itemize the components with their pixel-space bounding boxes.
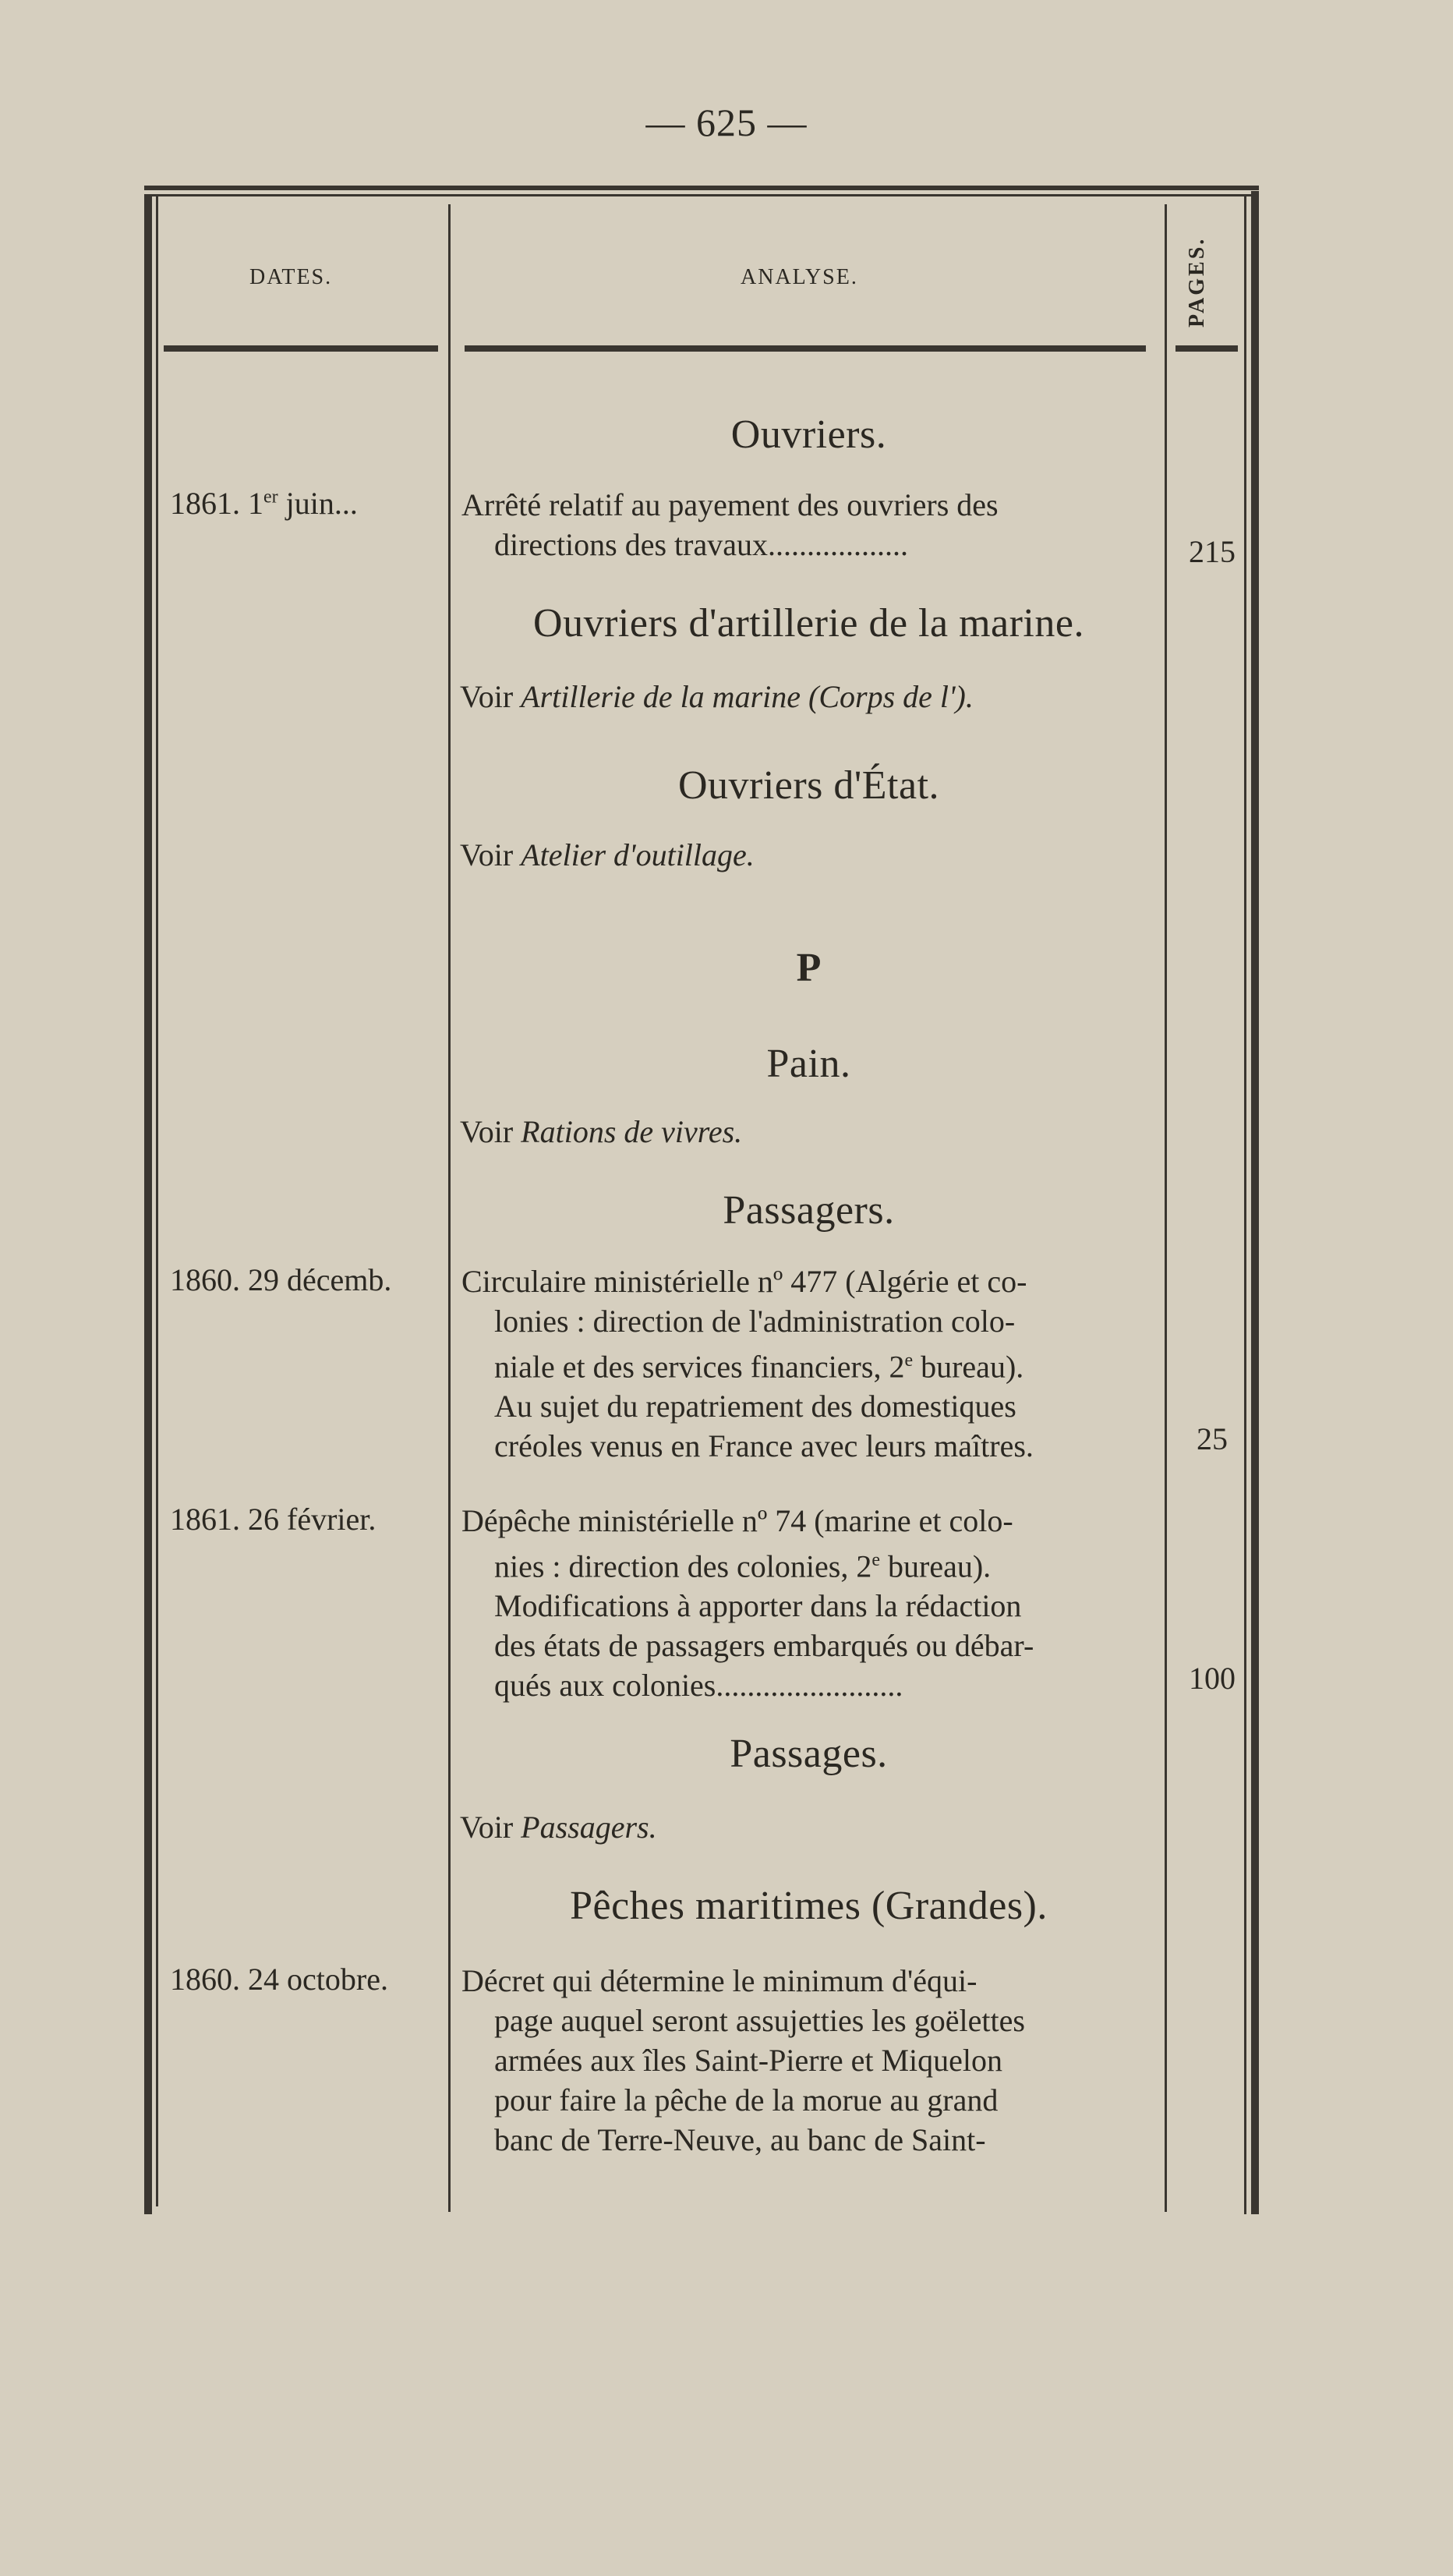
entry-page: 25: [1197, 1421, 1228, 1456]
section-title-passagers: Passagers.: [723, 1188, 895, 1233]
entry-line: banc de Terre-Neuve, au banc de Saint-: [494, 2122, 986, 2157]
see-also-ref: Passagers.: [521, 1810, 657, 1845]
entry-line: Circulaire ministérielle nº 477 (Algérie et co-: [461, 1264, 1027, 1299]
entry-line: Dépêche ministérielle nº 74 (marine et colo-: [461, 1503, 1013, 1538]
section-title-ouvriers-artillerie: Ouvriers d'artillerie de la marine.: [533, 601, 1084, 646]
header-rule-analyse: [465, 345, 1146, 352]
see-also: [460, 1113, 742, 1150]
section-title-peches-maritimes: Pêches maritimes (Grandes).: [570, 1884, 1048, 1928]
right-border-thin: [1244, 195, 1246, 2214]
see-also-prefix: Voir: [460, 1810, 514, 1845]
entry-line: directions des travaux..................: [494, 527, 908, 562]
section-title-ouvriers: Ouvriers.: [730, 412, 887, 457]
right-border-thick: [1251, 191, 1259, 2214]
entry-line: créoles venus en France avec leurs maîtres.: [494, 1428, 1034, 1464]
top-rule-thin: [144, 194, 1259, 196]
entry-date: 1861. 26 février.: [170, 1502, 377, 1537]
see-also-ref: Artillerie de la marine (Corps de l').: [521, 679, 974, 714]
entry-line: Décret qui détermine le minimum d'équi-: [461, 1963, 978, 1998]
header-pages: PAGES.: [1185, 236, 1209, 327]
left-border-thick: [144, 195, 152, 2214]
entry-analyse: [461, 1261, 1159, 1466]
see-also-prefix: Voir: [460, 679, 514, 714]
entry-line: pour faire la pêche de la morue au grand: [494, 2082, 999, 2118]
see-also-ref: Atelier d'outillage.: [521, 837, 755, 872]
see-also-prefix: Voir: [460, 1114, 514, 1149]
entry-date: 1861. 1er juin...: [170, 486, 358, 521]
header-rule-pages: [1175, 345, 1238, 352]
entry-analyse: [461, 485, 1159, 564]
entry-date: 1860. 29 décemb.: [170, 1262, 392, 1297]
entry-line: Arrêté relatif au payement des ouvriers des: [461, 487, 999, 522]
see-also-ref: Rations de vivres.: [521, 1114, 743, 1149]
section-title-passages: Passages.: [730, 1732, 888, 1776]
section-title-ouvriers-etat: Ouvriers d'État.: [677, 763, 940, 808]
entry-line: niale et des services financiers, 2e bureau).: [494, 1349, 1024, 1385]
left-border-thin: [156, 195, 158, 2206]
page-number: — 625 —: [645, 101, 808, 144]
entry-analyse: [461, 1961, 1159, 2160]
entry-page: 100: [1189, 1661, 1236, 1696]
header-analyse: ANALYSE.: [741, 265, 858, 289]
entry-line: Au sujet du repatriement des domestiques: [494, 1389, 1016, 1424]
section-title-pain: Pain.: [766, 1042, 851, 1086]
entry-analyse: [461, 1501, 1159, 1705]
entry-date: 1860. 24 octobre.: [170, 1962, 388, 1997]
entry-line: armées aux îles Saint-Pierre et Miquelon: [494, 2043, 1003, 2078]
entry-line: qués aux colonies........................: [494, 1668, 903, 1704]
see-also: [460, 1809, 657, 1845]
letter-heading-p: P: [796, 946, 822, 990]
see-also-prefix: Voir: [460, 837, 514, 872]
entry-line: des états de passagers embarqués ou débar-: [494, 1628, 1034, 1664]
header-dates: DATES.: [249, 265, 333, 289]
header-rule-dates: [164, 345, 438, 352]
see-also: [460, 678, 974, 715]
top-rule: [144, 186, 1259, 190]
entry-line: nies : direction des colonies, 2e bureau).: [494, 1548, 992, 1584]
entry-line: Modifications à apporter dans la rédaction: [494, 1588, 1022, 1624]
dates-column-divider: [448, 204, 451, 2212]
entry-page: 215: [1189, 534, 1236, 569]
entry-line: lonies : direction de l'administration colo-: [494, 1304, 1016, 1339]
see-also: [460, 837, 755, 873]
entry-line: page auquel seront assujetties les goëlettes: [494, 2003, 1025, 2038]
